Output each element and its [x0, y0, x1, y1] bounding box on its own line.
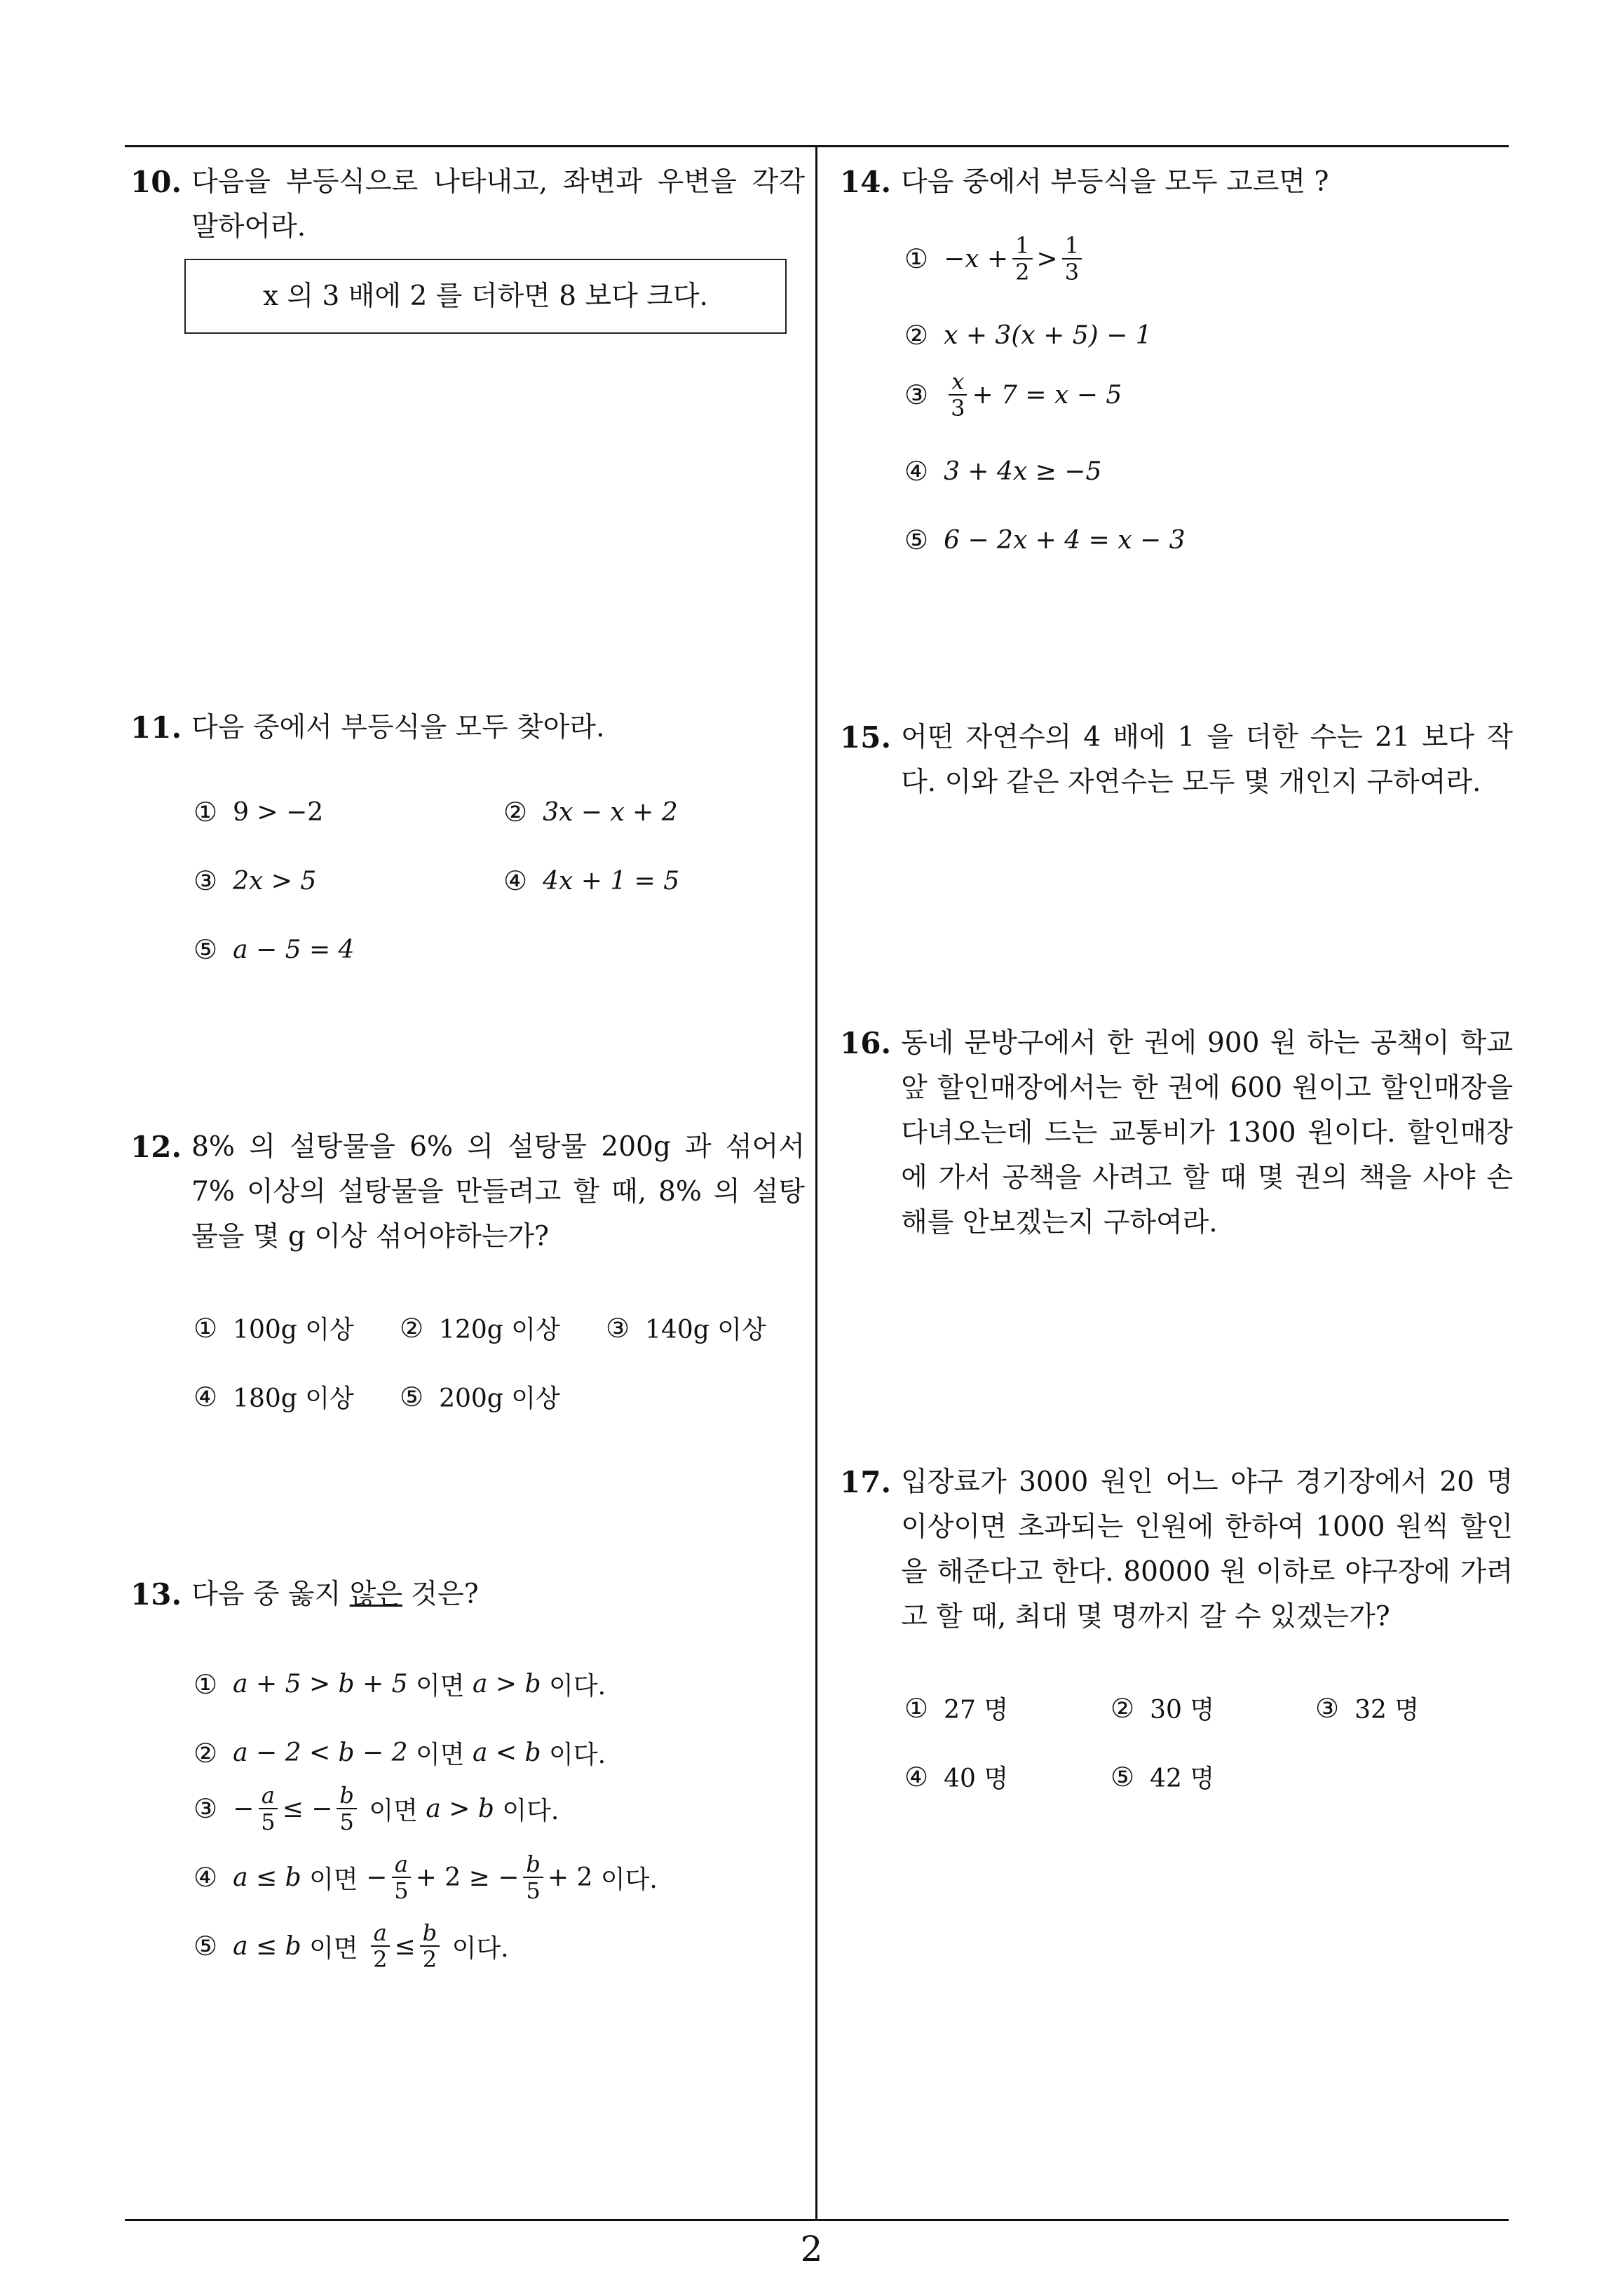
question-text: 입장료가 3000 원인 어느 야구 경기장에서 20 명 이상이면 초과되는 인원에 한하여 1000 원씩 할인을 해준다고 한다. 80000 원 이하로 야구장에 가려고 할 때, 최대 몇 명까지 갈 수 있겠는가?	[901, 1466, 1513, 1633]
question-text: 다음 중에서 부등식을 모두 찾아라.	[191, 712, 605, 743]
option-5[interactable]: ⑤ a − 5 = 4	[193, 934, 355, 965]
option-1[interactable]: ① 27 명	[904, 1692, 1009, 1724]
page-number: 2	[800, 2229, 823, 2269]
question-number: 12.	[130, 1130, 182, 1164]
option-5[interactable]: ⑤ 6 − 2x + 4 = x − 3	[904, 525, 1186, 555]
question-11	[130, 705, 805, 750]
option-4[interactable]: ④ 4x + 1 = 5	[503, 865, 680, 896]
option-2[interactable]: ② 120g 이상	[400, 1312, 560, 1344]
question-text: 8% 의 설탕물을 6% 의 설탕물 200g 과 섞어서 7% 이상의 설탕물을 만들려고 할 때, 8% 의 설탕물을 몇 g 이상 섞어야하는가?	[191, 1131, 805, 1252]
question-number: 10.	[130, 165, 182, 199]
question-text: 다음 중에서 부등식을 모두 고르면 ?	[901, 166, 1329, 198]
option-3[interactable]: ③ 140g 이상	[606, 1312, 766, 1344]
fraction: $\frac{x}{3}$	[948, 369, 967, 421]
option-5[interactable]: ⑤ 200g 이상	[400, 1381, 560, 1413]
fraction: $\frac{a}{5}$	[258, 1783, 278, 1835]
fraction: $\frac{a}{5}$	[391, 1851, 411, 1903]
option-3[interactable]: ③ $\frac{x}{3}$ + 7 = x − 5	[904, 368, 1122, 421]
question-number: 11.	[130, 710, 182, 745]
question-number: 17.	[840, 1465, 892, 1499]
condition-box	[184, 259, 787, 334]
emphasis-underlined: 않은	[349, 1579, 402, 1610]
fraction: $\frac{1}{2}$	[1012, 233, 1032, 285]
option-2[interactable]: ② a − 2 < b − 2 이면 a < b 이다.	[193, 1737, 606, 1769]
condition-text: x 의 3 배에 2 를 더하면 8 보다 크다.	[263, 281, 708, 312]
question-text: 어떤 자연수의 4 배에 1 을 더한 수는 21 보다 작다. 이와 같은 자연수는 모두 몇 개인지 구하여라.	[901, 722, 1513, 798]
option-1[interactable]: ① a + 5 > b + 5 이면 a > b 이다.	[193, 1668, 606, 1701]
option-1[interactable]: ① 9 > −2	[193, 797, 324, 828]
question-15	[840, 715, 1513, 805]
question-number: 14.	[840, 165, 892, 199]
question-number: 15.	[840, 720, 892, 755]
question-17	[840, 1460, 1513, 1640]
option-5[interactable]: ⑤ 42 명	[1111, 1761, 1215, 1793]
option-4[interactable]: ④ 40 명	[904, 1761, 1009, 1793]
question-text: 동네 문방구에서 한 권에 900 원 하는 공책이 학교 앞 할인매장에서는 한 권에 600 원이고 할인매장을 다녀오는데 드는 교통비가 1300 원이다. 할인매장에 가서 공책을 사려고 할 때 몇 권의 책을 사야 손해를 안보겠는지 구하여라.	[901, 1027, 1513, 1238]
question-10	[130, 160, 805, 250]
question-12	[130, 1125, 805, 1260]
question-text: 다음을 부등식으로 나타내고, 좌변과 우변을 각각 말하어라.	[191, 166, 805, 243]
option-4[interactable]: ④ 3 + 4x ≥ −5	[904, 456, 1102, 487]
question-number: 13.	[130, 1577, 182, 1612]
option-3[interactable]: ③ 2x > 5	[193, 865, 317, 896]
bottom-rule	[125, 2219, 1509, 2221]
option-2[interactable]: ② 30 명	[1111, 1692, 1215, 1724]
question-text: 다음 중 옳지 않은 것은?	[191, 1579, 479, 1610]
fraction: $\frac{b}{5}$	[523, 1851, 543, 1903]
fraction: $\frac{1}{3}$	[1062, 233, 1082, 285]
option-2[interactable]: ② 3x − x + 2	[503, 797, 678, 828]
question-number: 16.	[840, 1026, 892, 1060]
option-3[interactable]: ③ 32 명	[1315, 1692, 1420, 1724]
option-4[interactable]: ④ 180g 이상	[193, 1381, 354, 1413]
option-2[interactable]: ② x + 3(x + 5) − 1	[904, 320, 1152, 351]
fraction: $\frac{b}{5}$	[337, 1783, 356, 1835]
question-16	[840, 1021, 1513, 1245]
fraction: $\frac{a}{2}$	[370, 1920, 390, 1972]
fraction: $\frac{b}{2}$	[420, 1920, 440, 1972]
question-13	[130, 1572, 805, 1617]
option-1[interactable]: ① −x + $\frac{1}{2}$ > $\frac{1}{3}$	[904, 233, 1086, 285]
option-4[interactable]: ④ a ≤ b 이면 − $\frac{a}{5}$ + 2 ≥ − $\frac{b}{5}$ + 2 이다.	[193, 1851, 658, 1904]
option-3[interactable]: ③ − $\frac{a}{5}$ ≤ − $\frac{b}{5}$ 이면 a > b 이다.	[193, 1782, 559, 1835]
option-5[interactable]: ⑤ a ≤ b 이면 $\frac{a}{2}$ ≤ $\frac{b}{2}$ 이다.	[193, 1919, 509, 1973]
question-14	[840, 160, 1513, 205]
option-1[interactable]: ① 100g 이상	[193, 1312, 354, 1344]
column-divider	[815, 145, 817, 2221]
